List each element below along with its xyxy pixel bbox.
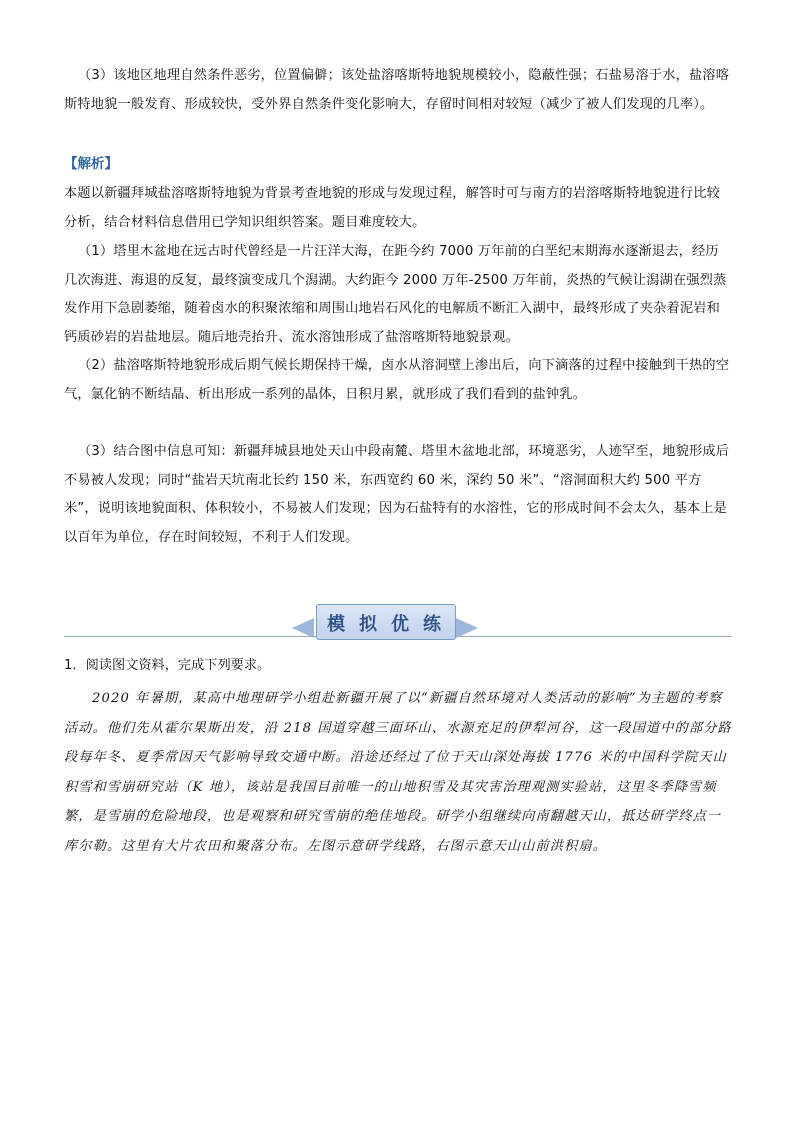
banner-right-arrow-icon xyxy=(456,618,478,638)
analysis-2-paragraph: （2）盐溶喀斯特地貌形成后期气候长期保持干燥，卤水从溶洞壁上渗出后，向下滴落的过程中接触到干热的空气，氯化钠不断结晶、析出形成一系列的晶体，日积月累，就形成了我们看到的盐钟乳。 xyxy=(64,358,730,402)
banner-left-arrow-icon xyxy=(292,618,314,638)
analysis-heading: 【解析】 xyxy=(64,156,118,172)
section-banner xyxy=(290,604,480,642)
banner-char: 模 xyxy=(327,614,345,635)
banner-char: 练 xyxy=(423,614,441,635)
banner-char: 拟 xyxy=(359,614,377,635)
question-prompt: 1．阅读图文资料，完成下列要求。 xyxy=(64,658,271,673)
analysis-1-paragraph: （1）塔里木盆地在远古时代曾经是一片汪洋大海，在距今约 7000 万年前的白垩纪末期海水逐渐退去，经历几次海进、海退的反复，最终演变成几个潟湖。大约距今 2000 万年-2500 万年前，炎热的气候让潟湖在强烈蒸发作用下急剧萎缩，随着卤水的积聚浓缩和周围山地岩石风化的电解质不断汇入湖中，最终形成了夹杂着泥岩和钙质砂岩的岩盐地层。随后地壳抬升、流水溶蚀形成了盐溶喀斯特地貌景观。 xyxy=(64,244,727,345)
analysis-3-paragraph: （3）结合图中信息可知：新疆拜城县地处天山中段南麓、塔里木盆地北部，环境恶劣，人迹罕至，地貌形成后不易被人发现；同时“盐岩天坑南北长约 150 米，东西宽约 60 米，深约 50 米”、“溶洞面积大约 500 平方米”，说明该地貌面积、体积较小，不易被人们发现；因为石盐特有的水溶性，它的形成时间不会太久，基本上是以百年为单位，存在时间较短，不利于人们发现。 xyxy=(64,444,730,545)
banner-title-box xyxy=(316,604,456,640)
analysis-intro-paragraph: 本题以新疆拜城盐溶喀斯特地貌为背景考查地貌的形成与发现过程，解答时可与南方的岩溶喀斯特地貌进行比较分析，结合材料信息借用已学知识组织答案。题目难度较大。 xyxy=(64,186,720,230)
answer-3-paragraph: （3）该地区地理自然条件恶劣，位置偏僻；该处盐溶喀斯特地貌规模较小，隐蔽性强；石盐易溶于水，盐溶喀斯特地貌一般发育、形成较快，受外界自然条件变化影响大，存留时间相对较短（减少了被人们发现的几率）。 xyxy=(64,68,730,112)
question-material: 2020 年暑期，某高中地理研学小组赴新疆开展了以“新疆自然环境对人类活动的影响”为主题的考察活动。他们先从霍尔果斯出发，沿 218 国道穿越三面环山、水源充足的伊犁河谷，这一段国道中的部分路段每年冬、夏季常因天气影响导致交通中断。沿途还经过了位于天山深处海拔 1776 米的中国科学院天山积雪和雪崩研究站（K 地），该站是我国目前唯一的山地积雪及其灾害治理观测实验站，这里冬季降雪频繁，是雪崩的危险地段，也是观察和研究雪崩的绝佳地段。研学小组继续向南翻越天山，抵达研学终点一库尔勒。这里有大片农田和聚落分布。左图示意研学线路，右图示意天山山前洪积扇。 xyxy=(64,691,732,854)
banner-char: 优 xyxy=(391,614,409,635)
